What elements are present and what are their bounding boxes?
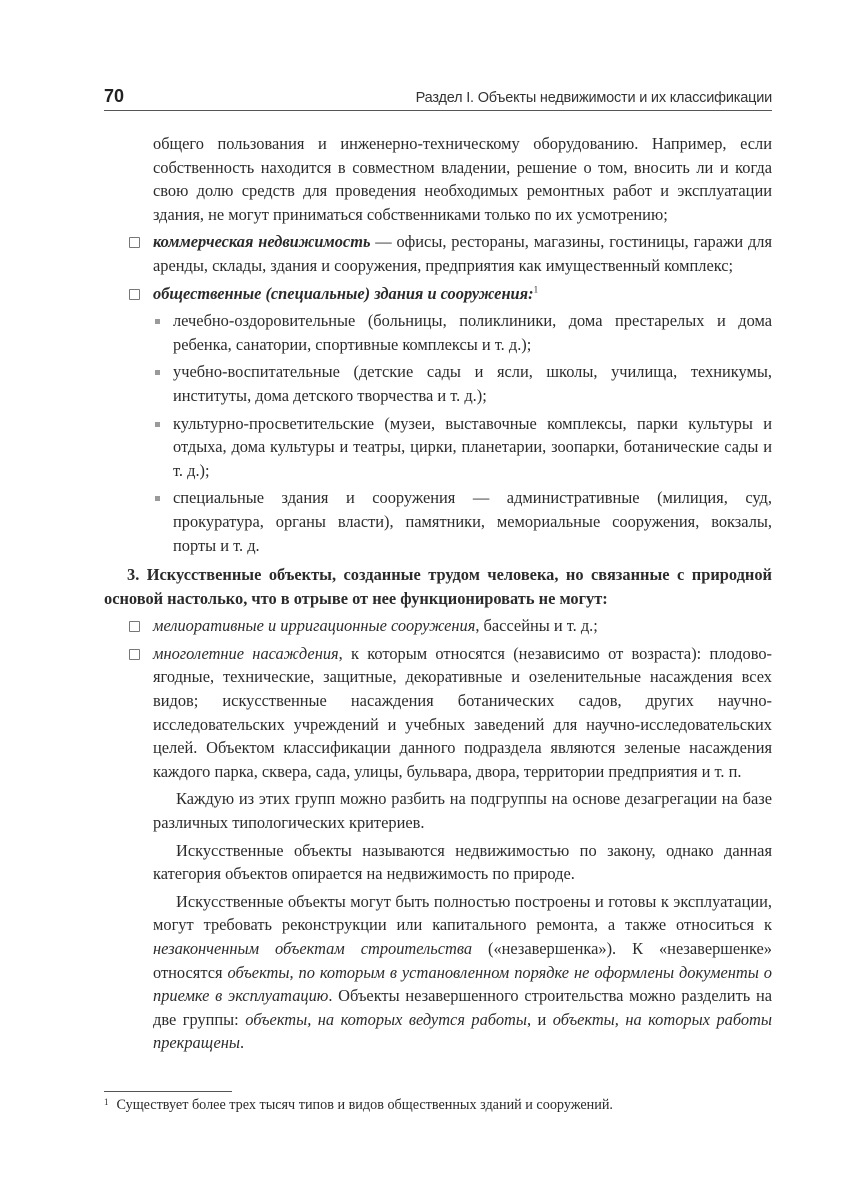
list-item-public-buildings	[104, 282, 772, 306]
checkbox-bullet-icon	[129, 289, 140, 300]
paragraph: Искусственные объекты называются недвижимостью по закону, однако данная категория объектов опирается на недвижимость по природе.	[153, 840, 772, 884]
page	[104, 86, 772, 1055]
square-bullet-icon	[155, 370, 160, 375]
sub-item-text: культурно-просветительские (музеи, выставочные комплексы, парки культуры и отдыха, дома культуры и театры, цирки, планетарии, зоопарки, ботанические сады и т. д.);	[173, 413, 772, 480]
item-text: , к которым относятся (независимо от возраста): плодово-ягодные, технические, защитные, декоративные и озеленительные насаждения всех видов; искусственные насаждения ботанических садов, других научно-исследовательских учреждений и учебных заведений для научно-исследовательских целей. Объектом классификации данного подраздела являются зеленые насаждения каждого парка, сквера, сада, улицы, бульвара, двора, территории предприятия и т. п.	[153, 643, 772, 781]
checkbox-bullet-icon	[129, 649, 140, 660]
list-item-melioration	[104, 614, 772, 638]
term: общественные (специальные) здания и сооружения:	[153, 283, 534, 303]
text: . Объекты незавершенного строительства можно разделить на две группы:	[153, 986, 772, 1029]
italic-term: незаконченным объектам строительства	[153, 939, 473, 958]
sub-item-text: учебно-воспитательные (детские сады и ясли, школы, училища, техникумы, институты, дома детского творчества и т. д.);	[173, 362, 772, 405]
section-3-heading: 3. Искусственные объекты, созданные трудом человека, но связанные с природной основой настолько, что в отрыве от нее функционировать не могут:	[104, 565, 772, 608]
italic-term: объекты, на которых работы прекращены	[153, 1009, 772, 1053]
term: коммерческая недвижимость	[153, 232, 371, 252]
italic-term: объекты, по которым в установленном порядке не оформлены документы о приемке в эксплуатацию	[153, 962, 772, 1006]
paragraph-unfinished-construction	[104, 890, 772, 1055]
item-text: , бассейны и т. д.;	[475, 616, 598, 636]
text: , и	[526, 1009, 553, 1029]
continued-paragraph: общего пользования и инженерно-техническому оборудованию. Например, если собственность находится в совместном владении, решение о том, вносить ли и когда свою долю средств для проведения необходимых ремонтных работ и эксплуатации здания, не могут приниматься собственниками только по их усмотрению;	[153, 134, 772, 224]
checkbox-bullet-icon	[129, 237, 140, 248]
term: многолетние насаждения	[153, 643, 339, 663]
footnote-ref[interactable]: 1	[533, 284, 539, 295]
footnote-divider	[104, 1091, 232, 1092]
item-text: — офисы, рестораны, магазины, гостиницы, гаражи для аренды, склады, здания и сооружения, предприятия как имущественный комплекс;	[153, 232, 772, 275]
text: («незавершенка»). К «незавершенке» относятся	[153, 939, 772, 982]
page-number: 70	[104, 86, 125, 106]
page-header	[104, 86, 772, 111]
page-body	[104, 132, 772, 1055]
text: .	[240, 1033, 245, 1053]
sub-item-text: лечебно-оздоровительные (больницы, поликлиники, дома престарелых и дома ребенка, санатории, спортивные комплексы и т. д.);	[173, 311, 772, 354]
square-bullet-icon	[155, 496, 160, 501]
paragraph: Каждую из этих групп можно разбить на подгруппы на основе дезагрегации на базе различных типологических критериев.	[153, 789, 772, 833]
list-item-commercial	[104, 230, 772, 277]
sub-list-item	[104, 412, 772, 483]
sub-list-item	[104, 486, 772, 557]
text: Искусственные объекты могут быть полностью построены и готовы к эксплуатации, могут требовать реконструкции или капитального ремонта, а также относиться к	[153, 891, 772, 935]
running-head: Раздел I. Объекты недвижимости и их классификации	[415, 90, 772, 106]
square-bullet-icon	[155, 422, 160, 427]
footnote-mark: 1	[104, 1097, 109, 1107]
sub-item-text: специальные здания и сооружения — административные (милиция, суд, прокуратура, органы власти), памятники, мемориальные сооружения, вокзалы, порты и т. д.	[173, 488, 772, 555]
checkbox-bullet-icon	[129, 621, 140, 632]
sub-list-item	[104, 360, 772, 407]
list-item-perennial-plantings	[104, 642, 772, 784]
footnote-text: Существует более трех тысяч типов и видов общественных зданий и сооружений.	[116, 1097, 613, 1113]
square-bullet-icon	[155, 319, 160, 324]
italic-term: объекты, на которых ведутся работы	[245, 1009, 527, 1029]
term: мелиоративные и ирригационные сооружения	[153, 616, 476, 636]
footnote	[104, 1097, 772, 1114]
sub-list-item	[104, 309, 772, 356]
